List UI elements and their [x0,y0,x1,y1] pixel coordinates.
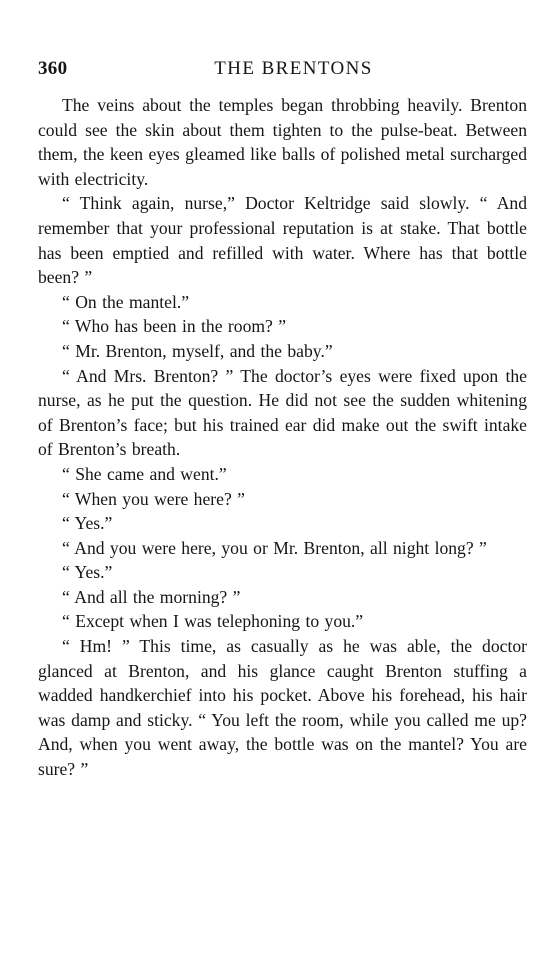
paragraph: “ And all the morning? ” [62,586,241,607]
paragraph: “ She came and went.” [62,463,227,484]
paragraph: “ On the mantel.” [62,291,190,312]
paragraph: “ Hm! ” This time, as casually as he was able, the doctor glanced at Brenton, and his glance caught Brenton stuffing a wadded handkerchief into his pocket. Above his forehead, his hair was damp and sticky. “ You left the room, while you called me up? And, when you went away, the bottle was on the mantel? You are sure? ” [38,636,527,780]
paragraph: “ And Mrs. Brenton? ” The doctor’s eyes were fixed upon the nurse, as he put the question. He did not see the sudden whitening of Brenton’s face; but his trained ear did make out the swift intake of Brenton’s breath. [38,365,527,460]
body-text [38,93,527,782]
paragraph: “ Yes.” [62,513,113,534]
paragraph: The veins about the temples began throbbing heavily. Brenton could see the skin about them tighten to the pulse-beat. Between them, the keen eyes gleamed like balls of polished metal surcharged with electricity. [38,95,527,189]
page-number: 360 [38,58,68,79]
page-header [38,58,527,84]
paragraph: “ When you were here? ” [62,488,245,509]
paragraph: “ Yes.” [62,562,113,583]
paragraph: “ Mr. Brenton, myself, and the baby.” [62,340,333,361]
paragraph: “ Who has been in the room? ” [62,316,287,337]
book-page [38,58,527,782]
paragraph: “ Except when I was telephoning to you.” [62,611,364,632]
paragraph: “ And you were here, you or Mr. Brenton, all night long? ” [62,537,487,558]
paragraph: “ Think again, nurse,” Doctor Keltridge said slowly. “ And remember that your professional reputation is at stake. That bottle has been emptied and refilled with water. Where has that bottle been? ” [38,193,527,288]
running-title: THE BRENTONS [214,58,373,79]
